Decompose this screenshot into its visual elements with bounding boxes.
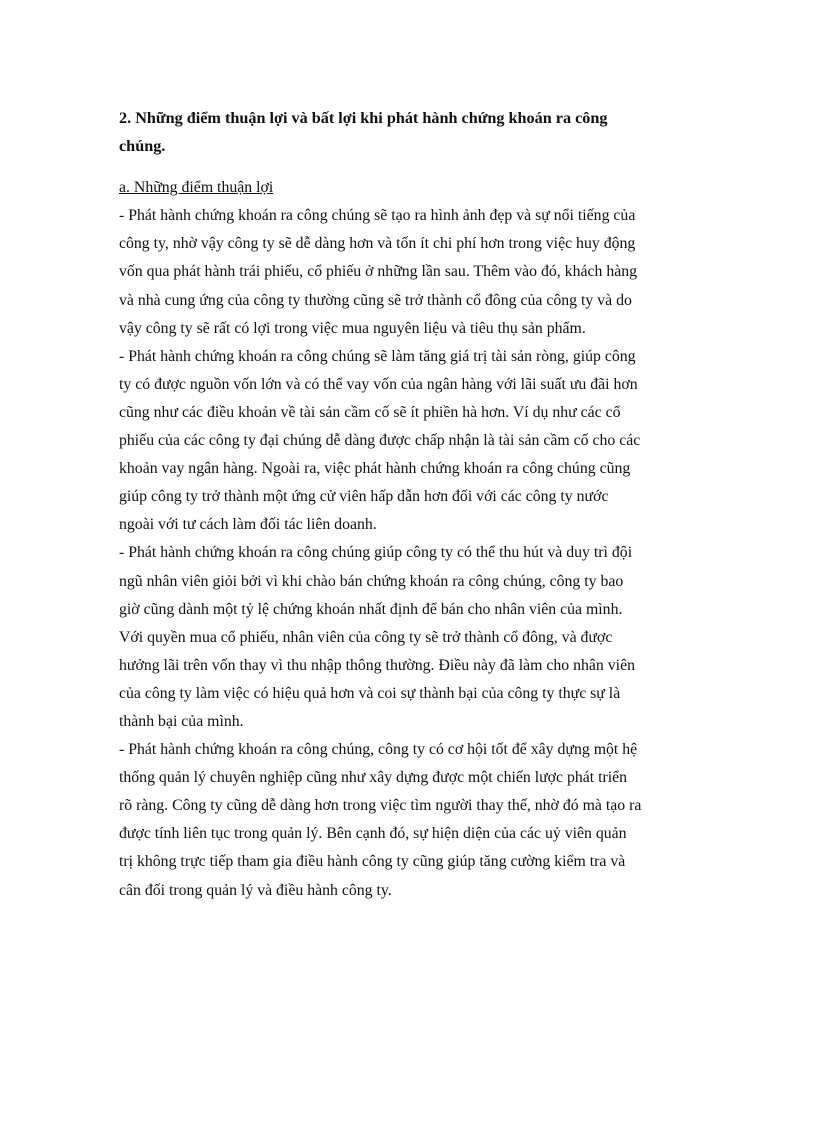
paragraph-line: - Phát hành chứng khoán ra công chúng sẽ tạo ra hình ảnh đẹp và sự nổi tiếng của — [119, 207, 636, 225]
paragraph-line: khoản vay ngân hàng. Ngoài ra, việc phát hành chứng khoán ra công chúng cũng — [119, 460, 631, 478]
paragraph-line: thành bại của mình. — [119, 712, 244, 730]
section-heading-line: chúng. — [119, 137, 166, 156]
paragraph-line: cũng như các điều khoản về tài sản cầm cố sẽ ít phiền hà hơn. Ví dụ như các cổ — [119, 403, 621, 421]
paragraph-line: cân đối trong quản lý và điều hành công ty. — [119, 881, 392, 899]
paragraph-line: và nhà cung ứng của công ty thường cũng sẽ trở thành cổ đông của công ty và do — [119, 291, 632, 309]
paragraph-line: vậy công ty sẽ rất có lợi trong việc mua nguyên liệu và tiêu thụ sản phẩm. — [119, 319, 586, 337]
paragraph-2 — [119, 343, 704, 540]
paragraph-line: hưởng lãi trên vốn thay vì thu nhập thông thường. Điều này đã làm cho nhân viên — [119, 656, 635, 674]
paragraph-line: phiếu của các công ty đại chúng dễ dàng được chấp nhận là tài sản cầm cố cho các — [119, 432, 641, 450]
paragraph-line: - Phát hành chứng khoán ra công chúng giúp công ty có thể thu hút và duy trì đội — [119, 544, 633, 562]
paragraph-3 — [119, 539, 704, 736]
section-heading-line: 2. Những điểm thuận lợi và bất lợi khi phát hành chứng khoán ra công — [119, 109, 608, 127]
paragraph-line: của công ty làm việc có hiệu quả hơn và coi sự thành bại của công ty thực sự là — [119, 684, 621, 702]
paragraph-line: giúp công ty trở thành một ứng cử viên hấp dẫn hơn đối với các công ty nước — [119, 488, 609, 506]
paragraph-line: trị không trực tiếp tham gia điều hành công ty cũng giúp tăng cường kiểm tra và — [119, 853, 626, 871]
document-page — [119, 104, 704, 905]
paragraph-line: giờ cũng dành một tỷ lệ chứng khoán nhất định để bán cho nhân viên của mình. — [119, 600, 623, 618]
paragraph-line: được tính liên tục trong quản lý. Bên cạnh đó, sự hiện diện của các uỷ viên quản — [119, 825, 627, 843]
paragraph-line: công ty, nhờ vậy công ty sẽ dễ dàng hơn và tốn ít chi phí hơn trong việc huy động — [119, 235, 636, 253]
paragraph-line: - Phát hành chứng khoán ra công chúng, công ty có cơ hội tốt để xây dựng một hệ — [119, 741, 638, 759]
paragraph-line: rõ ràng. Công ty cũng dễ dàng hơn trong việc tìm người thay thế, nhờ đó mà tạo ra — [119, 797, 642, 815]
paragraph-1 — [119, 202, 704, 342]
paragraph-line: ngũ nhân viên giỏi bởi vì khi chào bán chứng khoán ra công chúng, công ty bao — [119, 572, 624, 590]
paragraph-line: thống quản lý chuyên nghiệp cũng như xây dựng được một chiến lược phát triển — [119, 769, 628, 787]
paragraph-line: Với quyền mua cổ phiếu, nhân viên của công ty sẽ trở thành cổ đông, và được — [119, 628, 613, 646]
paragraph-4 — [119, 736, 704, 905]
paragraph-line: - Phát hành chứng khoán ra công chúng sẽ làm tăng giá trị tài sản ròng, giúp công — [119, 347, 636, 365]
paragraph-line: ty có được nguồn vốn lớn và có thể vay vốn của ngân hàng với lãi suất ưu đãi hơn — [119, 375, 638, 393]
paragraph-line: ngoài với tư cách làm đối tác liên doanh. — [119, 516, 377, 534]
paragraph-line: vốn qua phát hành trái phiếu, cổ phiếu ở những lần sau. Thêm vào đó, khách hàng — [119, 263, 638, 281]
section-heading — [119, 104, 704, 160]
subsection-heading: a. Những điểm thuận lợi — [119, 179, 274, 197]
